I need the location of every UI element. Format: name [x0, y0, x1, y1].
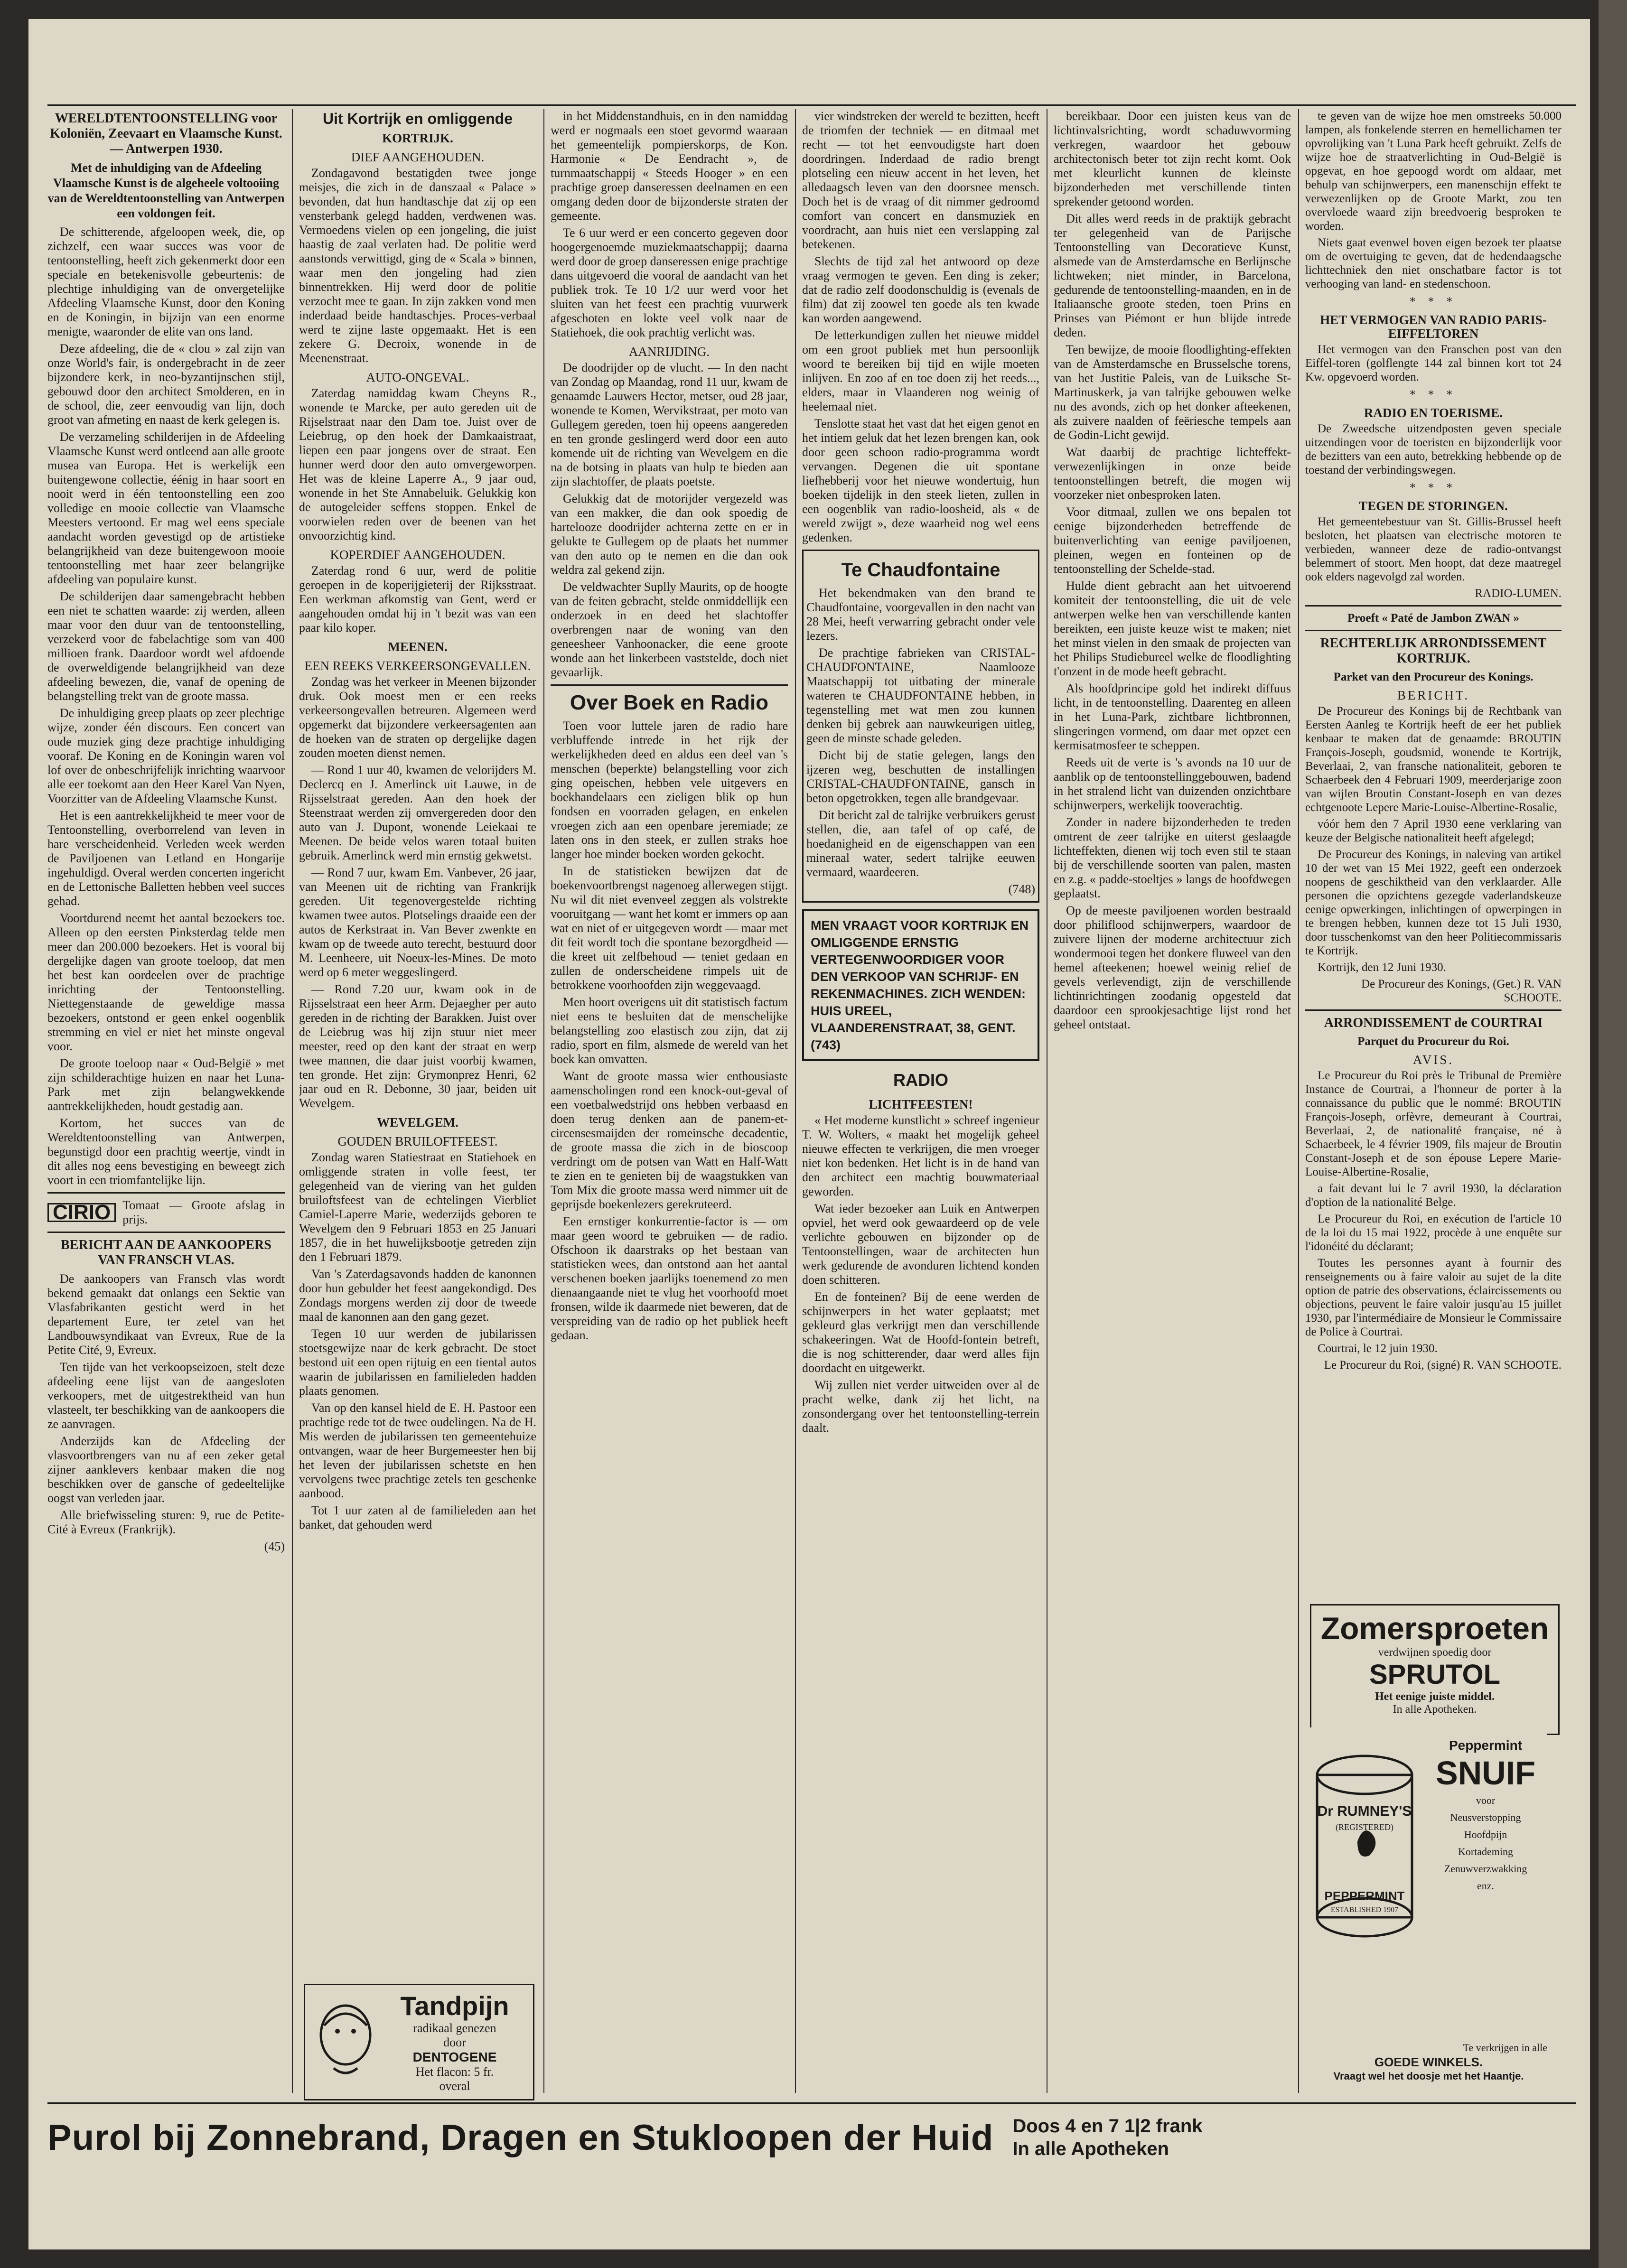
ad-number: (45): [264, 1540, 285, 1553]
column-rule: [1298, 109, 1299, 2093]
newspaper-page: [28, 19, 1590, 2249]
paragraph: « Het moderne kunstlicht » schreef ingenieur T. W. Wolters, « maakt het mogelijk geheel nieuwe effecten te verkrijgen, die men vroeger niet kon bedenken. Het licht is in de hand van den architect een machtig bouwmateriaal geworden.: [802, 1113, 1039, 1198]
paragraph: in het Middenstandhuis, en in den namiddag werd er nogmaals een stoet gevormd waaraan het gemeentelijk pompierskorps, de Kon. Harmonie « De Eendracht », de turnmaatschappij « Steeds Hooger » en een prachtige groep danseressen deelnamen en een omgang deden door de bijzonderste straten der gemeente.: [551, 109, 788, 223]
snuif-ad: [1310, 1727, 1547, 2093]
snuif-line: enz.: [1477, 1880, 1495, 1892]
snuif-text: [1424, 1737, 1547, 1895]
tandpijn-line: overal: [439, 2079, 470, 2093]
column-4: [802, 109, 1039, 2093]
paragraph: Niets gaat evenwel boven eigen bezoek ter plaatse om de overtuiging te geven, dat de hedendaagsche lichttechniek den niet onschatbare factor is tot verhooging van land- en stedenschoon.: [1305, 236, 1562, 290]
ad-number: (748): [1008, 882, 1035, 896]
paragraph: vóór hem den 7 April 1930 eene verklaring van keuze der Belgische nationaliteit heeft afgelegd;: [1305, 818, 1562, 844]
notice-sub: Parquet du Procureur du Roi.: [1357, 1035, 1509, 1048]
snuif-line: Te verkrijgen in alle: [1463, 2042, 1547, 2053]
tandpijn-line: door: [443, 2035, 466, 2049]
notice-signature: De Procureur des Konings, (Get.) R. VAN SCHOOTE.: [1361, 978, 1562, 1004]
top-rule: [47, 104, 1576, 106]
paragraph: Voortdurend neemt het aantal bezoekers toe. Alleen op den eersten Pinksterdag telde men meer dan 200.000 bezoekers. Het is vooral bij dergelijke dagen van groote toeloop, dat men het best kan oordeelen over de prachtige inrichting der Tentoonstelling. Niettegenstaande de geweldige massa bezoekers, ontstond er geen enkel oogenblik stremming en viel er niet het minste ongeval voor.: [47, 911, 285, 1053]
news-title: RADIO EN TOERISME.: [1364, 406, 1503, 420]
paragraph: En de fonteinen? Bij de eene werden de schijnwerpers in het water geplaatst; met gekleurd glas verkrijgt men dan verschillende schakeeringen. Wat de Hoofd-fontein betreft, die is nog schitterender, daar werd alles fijn doordacht en uitgewerkt.: [802, 1290, 1039, 1375]
sprutol-brand: SPRUTOL: [1369, 1659, 1501, 1690]
paragraph: Anderzijds kan de Afdeeling der vlasvoortbrengers van nu af een zeker getal zijner aanklevers kenbaar maken die nog beschikken over de gansche of gedeeltelijke oogst van verleden jaar.: [47, 1434, 285, 1505]
cirio-text: Tomaat — Groote afslag in prijs.: [122, 1198, 285, 1226]
purol-ad: [47, 2102, 1576, 2171]
town-head: WEVELGEM.: [377, 1115, 458, 1129]
paragraph: Toutes les personnes ayant à fournir des renseignements ou à faire valoir au sujet de la dite option de patrie des observations, éclaircissements ou objections, peuvent le faire valoir jusqu'au 15 juillet 1930, par l'intermédiaire de Monsieur le Commissaire de Police à Courtrai.: [1305, 1257, 1562, 1338]
divider: [1305, 1009, 1562, 1011]
town-head: MEENEN.: [388, 640, 448, 654]
expo-title: WERELDTENTOONSTELLING voor Koloniën, Zeevaart en Vlaamsche Kunst. — Antwerpen 1930.: [50, 111, 282, 156]
paragraph: Wij zullen niet verder uitweiden over al de pracht welke, dank zij het licht, na zonsondergang over het tentoonstelling-terrein daalt.: [802, 1378, 1039, 1435]
snuif-line: Zenuwverzwakking: [1444, 1863, 1527, 1875]
separator-stars: * * *: [1410, 388, 1457, 401]
snuif-footer: [1310, 2041, 1547, 2083]
paragraph: De doodrijder op de vlucht. — In den nacht van Zondag op Maandag, rond 11 uur, kwam de genaamde Lauwers Hector, metser, oud 28 jaar, wonende te Komen, Wervikstraat, per moto van Gullegem gereden, toen hij opeens aangereden en ten gronde geslingerd werd door een auto komende uit de richting van Wevelgem en die na de botsing in plaats van hulp te bieden aan zijn slachtoffer, de plaats poetste.: [551, 361, 788, 488]
paragraph: De aankoopers van Fransch vlas wordt bekend gemaakt dat onlangs een Sektie van Vlasfabrikanten gesticht werd in het departement Eure, ter zetel van het Landbouwsyndikaat van Evreux, Rue de la Petite Cité, 9, Evreux.: [47, 1272, 285, 1357]
paragraph: Het bekendmaken van den brand te Chaudfontaine, voorgevallen in den nacht van 28 Mei, heeft verwarring gebracht onder vele lezers.: [806, 586, 1035, 643]
notice-head: BERICHT.: [1397, 688, 1470, 702]
separator-stars: * * *: [1410, 295, 1457, 308]
paragraph: Ten tijde van het verkoopseizoen, stelt deze afdeeling eene lijst van de aangesloten verkoopers, met de uitgestrektheid van hun vlasteelt, ter beschikking van de aankoopers die ze aanvragen.: [47, 1360, 285, 1431]
paragraph: De Procureur des Konings, in naleving van artikel 10 der wet van 15 Mei 1922, geeft een onderzoek noopens de geschiktheid van den verklaarder. Alle personen die opzichtens gezegde vaderlandskeuze eenige opwerkingen, inlichtingen of opwerpingen in te brengen hebben, kunnen deze tot 15 Juli 1930, door tusschenkomst van den heer Politiecommissaris te Kortrijk.: [1305, 848, 1562, 957]
snuif-line: voor: [1476, 1794, 1496, 1806]
divider: [47, 1192, 285, 1194]
separator-stars: * * *: [1410, 481, 1457, 494]
paragraph: Op de meeste paviljoenen worden bestraald door philiflood schijnwerpers, waardoor de zuivere lijnen der moderne architectuur zich wondermooi tegen het donkere fluweel van den hemel afteekenen; hoewel weinig relief de gevels verlevendigt, zijn de verschillende lichtinrichtingen zoodanig opgesteld dat daardoor een sprookjesachtige lijst rond het geheel ontstaat.: [1054, 904, 1291, 1031]
snuif-tin-brand: Dr RUMNEY'S: [1317, 1803, 1412, 1819]
divider: [551, 684, 788, 686]
zomersproeten-ad: [1310, 1604, 1560, 1735]
radio-head: RADIO: [893, 1070, 948, 1090]
notice-signature: Le Procureur du Roi, (signé) R. VAN SCHOOTE.: [1324, 1359, 1562, 1372]
news-title: TEGEN DE STORINGEN.: [1359, 499, 1508, 513]
paragraph: vier windstreken der wereld te bezitten, heeft de triomfen der techniek — en ditmaal met recht — tot het eenvoudigste hart doen doordringen. Inderdaad de radio brengt plotseling een nieuw accent in het leven, het alledaagsch leven van den doorsnee mensch. Doch het is de vraag of dit nimmer gedroomd comfort van concert en dansmuziek en voordracht, aan huis niet een verslapping zal betekenen.: [802, 109, 1039, 251]
column-5: [1054, 109, 1291, 2093]
paragraph: De schilderijen daar samengebracht hebben een niet te schatten waarde: zij werden, alleen maar voor den duur van de tentoonstelling, verzekerd voor de fabelachtige som van 400 millioen frank. Daardoor wordt wel afdoende de overweldigende belangrijkheid van deze afdeeling bewezen, die, vanaf de opening de belangstelling trekt van de groote massa.: [47, 589, 285, 703]
zomersproeten-title: Zomersproeten: [1320, 1611, 1549, 1646]
paragraph: Reeds uit de verte is 's avonds na 10 uur de aanblik op de tentoonstellinggebouwen, badend in het stralend licht van duizenden onzichtbare schijnwerpers, werkelijk tooverachtig.: [1054, 756, 1291, 812]
paragraph: Het vermogen van den Franschen post van den Eiffel-toren (golflengte 144 zal binnen kort tot 24 Kw. opgevoerd worden.: [1305, 343, 1562, 383]
paragraph: De Zweedsche uitzendposten geven speciale uitzendingen voor de toeristen en bijzonderlijk voor de bezitters van een auto, betrekking hebbende op de toestand der verbindingswegen.: [1305, 422, 1562, 476]
paragraph: — Rond 7.20 uur, kwam ook in de Rijsselstraat een heer Arm. Dejaegher per auto gereden in de richting der Barakken. Juist over de Leiebrug was hij zijn stuur niet meer meester, reed op den kant der straat en werp twee mannen, die daar juist voorbij kwamen, ten gronde. Het zijn: Grymonprez Henri, 62 jaar oud en R. Debonne, 30 jaar, beiden uit Wevelgem.: [299, 982, 536, 1110]
radio-sub: LICHTFEESTEN!: [869, 1097, 973, 1111]
tandpijn-line: radikaal genezen: [413, 2021, 496, 2035]
paragraph: — Rond 1 uur 40, kwamen de velorijders M. Declercq en J. Amerlinck uit Lauwe, in de Rijsselstraat gereden. Aan den hoek der Steenstraat werden zij omvergereden door den auto van J. Dupont, wonende Leiekaai te Meenen. De beide velos waren totaal buiten gebruik. Amerlinck werd min ernstig gekwetst.: [299, 763, 536, 862]
snuif-line: GOEDE WINKELS.: [1374, 2055, 1483, 2069]
paragraph: Wat ieder bezoeker aan Luik en Antwerpen opviel, het werd ook gewaardeerd op de vele verlichte gebouwen en bijzonder op de Tentoonstellingen, waar de architecten hun werk gedurende de avonduren lichtend konden doen schitteren.: [802, 1202, 1039, 1287]
snuif-tin-year: ESTABLISHED 1907: [1330, 1906, 1399, 1914]
snuif-line: Peppermint: [1449, 1738, 1523, 1753]
column-rule: [795, 109, 796, 2093]
paragraph: Alle briefwisseling sturen: 9, rue de Petite-Cité à Evreux (Frankrijk).: [47, 1508, 285, 1536]
zomersproeten-line: In alle Apotheken.: [1393, 1703, 1477, 1716]
paragraph: In de statistieken bewijzen dat de boekenvoortbrengst nagenoeg allerwegen stijgt. Nu wil dit niet evenveel zeggen als volstrekte vooruitgang — want het komt er immers op aan wat en niet of er uitgegeven wordt — maar met dit feit wordt toch die spontane bezorgdheid — die kreet uit zelfbehoud — teniet gedaan en zullen de onderscheidene rimpels uit de betrokkene voorhoofden zijn weggevaagd.: [551, 864, 788, 992]
item-head: KOPERDIEF AANGEHOUDEN.: [330, 548, 505, 562]
divider: [47, 1232, 285, 1233]
cirio-brand: CIRIO: [47, 1203, 116, 1222]
snuif-tin-reg: (REGISTERED): [1336, 1822, 1393, 1832]
snuif-tin-name: PEPPERMINT: [1324, 1889, 1405, 1903]
notice-title: ARRONDISSEMENT de COURTRAI: [1324, 1016, 1543, 1030]
paragraph: te geven van de wijze hoe men omstreeks 50.000 lampen, als fonkelende sterren en hemellichamen ter opvrolijking van 't Luna Park heeft gebruikt. Zelfs de wijze hoe de straatverlichting in Oud-België is opgevat, en hoe gepoogd wordt om aldaar, met behulp van schijnwerpers, een manenschijn effekt te verwezenlijken op de Groote Markt, zou ten overvloede waard zijn breedvoerig besproken te worden.: [1305, 110, 1562, 233]
paragraph: Zondagavond bestatigden twee jonge meisjes, die zich in de danszaal « Palace » bevonden, dat hun handtaschje dat zij op een vensterbank gelegd hadden, verdwenen was. Vermoedens vielen op een jongeling, die juist haastig de zaal verlaten had. De politie werd aanstonds verwittigd, ging de « Scala » binnen, waar men den jongeling had zien binnentrekken. Hij werd door de politie verzocht mee te gaan. In zijn zakken vond men inderdaad beide handtaschjes. Proces-verbaal werd te zijne laste opgemaakt. Het is een zekere G. Decroix, wonende in de Meenenstraat.: [299, 166, 536, 365]
paragraph: De verzameling schilderijen in de Afdeeling Vlaamsche Kunst werd ontleend aan alle groote musea van Europa. Het is werkelijk een buitengewone collectie, éénig in haar soort en nooit werd in één tentoonstelling een zoo volledige en mooie collectie van Vlaamsche Meesters vertoond. Er mag wel eens speciale aandacht worden gevestigd op de artistieke belangrijkheid van deze buitengewoon mooie tentoonstelling met haar zeer belangrijke afdeeling van populaire kunst.: [47, 430, 285, 586]
paragraph: De inhuldiging greep plaats op zeer plechtige wijze, zonder één discours. Een concert van oude muziek ging deze prachtige inhuldiging vooraf. De Koning en de Koningin waren vol lof over de onbeschrijfelijk inrichting waarvoor alle eer toekomt aan den Heer Karel Van Nyen, Voorzitter van de Afdeeling Vlaamsche Kunst.: [47, 706, 285, 805]
purol-headline: Purol bij Zonnebrand, Dragen en Stukloopen der Huid: [47, 2117, 994, 2158]
paragraph: Het is een aantrekkelijkheid te meer voor de Tentoonstelling, overborrelend van leven in hare verscheidenheid. Verleden week werden de Paviljoenen van Letland en Hongarije ingehuldigd. Overal werden concerten ingericht en de Lettonische Balletten hebben veel succes gehad.: [47, 809, 285, 908]
tandpijn-title: Tandpijn: [400, 1991, 509, 2021]
paragraph: Tot 1 uur zaten al de familieleden aan het banket, dat gehouden werd: [299, 1503, 536, 1531]
paragraph: Kortom, het succes van de Wereldtentoonstelling van Antwerpen, begunstigd door een prachtig weertje, vindt in dit alles nog eens bevestiging en beweegt zich voort in een triomfantelijke lijn.: [47, 1116, 285, 1187]
paragraph: Tegen 10 uur werden de jubilarissen stoetsgewijze naar de kerk gebracht. De stoet bestond uit een open rijtuig en een tiental autos waarin de jubilarissen en familieleden hadden plaats genomen.: [299, 1327, 536, 1398]
tandpijn-price: Het flacon: 5 fr.: [415, 2065, 494, 2079]
zomersproeten-line: Het eenige juiste middel.: [1375, 1690, 1495, 1703]
paragraph: Voor ditmaal, zullen we ons bepalen tot eenige bijzonderheden betreffende de buitenverlichting van eenige paviljoenen, pleinen, wegen en fonteinen op de tentoonstelling der Schelde-stad.: [1054, 505, 1291, 576]
column-rule: [292, 109, 293, 2093]
paragraph: bereikbaar. Door een juisten keus van de lichtinvalsrichting, wordt schaduwvorming verkregen, waardoor het gebouw architectonisch beter tot zijn recht komt. Ook met kleurlicht kunnen de kleinste bijzonderheden met verschillende tinten sprekender getoond worden.: [1054, 109, 1291, 208]
paragraph: Ten bewijze, de mooie floodlighting-effekten van de Amsterdamsche en Brusselsche torens, van het Justitie Paleis, van de Luiksche St-Martinuskerk, ja van talrijke gebouwen welke nu des avonds, zich op het donker afteekenen, als zuivere naalden of feëriesche tempels aan de Godin-Licht gewijd.: [1054, 343, 1291, 442]
vertegenwoordiger-text: MEN VRAAGT VOOR KORTRIJK EN OMLIGGENDE ERNSTIG VERTEGENWOORDIGER VOOR DEN VERKOOP VAN SCHRIJF- EN REKENMACHINES. ZICH WENDEN: HUIS UREEL, VLAANDERENSTRAAT, 38, GENT.: [811, 918, 1029, 1035]
paragraph: Slechts de tijd zal het antwoord op deze vraag vermogen te geven. Een ding is zeker; dat de radio zelf doodonschuldig is (evenals de film) dat zij zoowel ten goede als ten kwade kan worden aangewend.: [802, 254, 1039, 325]
paragraph: Gelukkig dat de motorijder vergezeld was van een makker, die dan ook spoedig de hartelooze doodrijder achterna zette en er in gelukte te Gullegem op de plaats het nummer van den auto op te nemen en die dan ook weldra zal gekend zijn.: [551, 492, 788, 577]
pate-ad: Proeft « Paté de Jambon ZWAN »: [1347, 612, 1519, 625]
paragraph: Deze afdeeling, die de « clou » zal zijn van onze World's fair, is ondergebracht in de zeer bijzondere kerk, in neo-byzantijnschen stijl, gebouwd door den architect Smolderen, en in de school, die, zeer eenvoudig van lijn, doch groot van afmeting en naast de kerk gelegen is.: [47, 342, 285, 427]
divider: [1305, 605, 1562, 607]
town-head: KORTRIJK.: [382, 131, 453, 145]
paragraph: Zaterdag rond 6 uur, werd de politie geroepen in de koperijgieterij der Rijksstraat. Een werkman afkomstig van Gent, werd er aangehouden omdat hij in 't bezit was van een paar kilo koper.: [299, 564, 536, 635]
paragraph: Zondag waren Statiestraat en Statiehoek en omliggende straten in volle feest, ter gelegenheid van de viering van het gulden bruiloftsfeest van de echtelingen Vierbliet Camiel-Laperre Marie, wederzijds geboren te Wevelgem den 9 Februari 1853 en 25 Januari 1857, die in het huwelijksbootje getreden zijn den 1 Februari 1879.: [299, 1150, 536, 1264]
paragraph: — Rond 7 uur, kwam Em. Vanbever, 26 jaar, van Meenen uit de richting van Frankrijk gereden. Uit tegenovergestelde richting kwamen twee autos. Plotselings draaide een der autos de Kerkstraat in. Van Bever zwenkte en kwam op de tweede auto terecht, bestuurd door M. Leenheere, uit Noeux-les-Mines. De moto werd op 6 meter weggeslingerd.: [299, 866, 536, 979]
paragraph: Een ernstiger konkurrentie-factor is — om maar geen woord te gebruiken — de radio. Ofschoon ik daarstraks op het bestaan van statistieken wees, dan ontstond aan het aantal verschenen boeken jaarlijks toenemend zo men dienaangaande niet te vlug het voorhoofd moet fronsen, wilde ik daarmede niet beweren, dat de verspreiding van de radio op het publiek heeft gedaan.: [551, 1214, 788, 1342]
column-rule: [543, 109, 544, 2093]
paragraph: Tenslotte staat het vast dat het eigen genot en het intiem geluk dat het lezen brengen kan, ook door geen schoon radio-programma wordt vervangen. Degenen die uit spontane liefhebberij voor het nieuwe wondertuig, hun boeken tijdelijk in den steek lieten, zullen in een oogenblik van radio-loosheid, als « de wereld zwijgt », deze waarheid nog wel eens gedenken.: [802, 417, 1039, 544]
paragraph: Zonder in nadere bijzonderheden te treden omtrent de zeer talrijke en uiterst geslaagde lichteffekten, dienen wij toch even stil te staan bij de verschillende soorten van palen, masten en z.g. « padde-stoeltjes » langs de hoofdwegen geplaatst.: [1054, 815, 1291, 900]
paragraph: Le Procureur du Roi, en exécution de l'article 10 de la loi du 15 mai 1922, procède à une enquête sur l'idonéité du déclarant;: [1305, 1213, 1562, 1253]
ad-number: (743): [811, 1038, 841, 1052]
notice-title: RECHTERLIJK ARRONDISSEMENT KORTRIJK.: [1320, 636, 1547, 666]
purol-availability: In alle Apotheken: [1012, 2138, 1169, 2159]
paragraph: Zaterdag namiddag kwam Cheyns R., wonende te Marcke, per auto gereden uit de Rijselstraat naar den Dam toe. Juist over de Leiebrug, op den hoek der Damkaaistraat, liepen een paar jongens over de straat. Een hunner werd door den auto omvergeworpen. Het was de kleine Laperre A., 9 jaar oud, wonende in het Ste Annabeluik. Gelukkig kon de autogeleider seffens stoppen. Enkel de voorwielen reden over de beenen van het onvoorzichtig kind.: [299, 386, 536, 542]
expo-lead: Met de inhuldiging van de Afdeeling Vlaamsche Kunst is de algeheele voltooiing van de Wereldtentoonstelling van Antwerpen een voldongen feit.: [47, 161, 285, 220]
snuif-line: Neusverstopping: [1450, 1811, 1521, 1823]
boek-radio-title: Over Boek en Radio: [570, 691, 769, 714]
paragraph: Van op den kansel hield de E. H. Pastoor een prachtige rede tot de twee oudelingen. Na de H. Mis werden de jubilarissen ten gemeentehuize ontvangen, waar de heer Burgemeester hen bij het leven der jubilarissen schetste en hen vervolgens twee prachtige zetels ten geschenke aanbood.: [299, 1401, 536, 1500]
notice-sub: Parket van den Procureur des Konings.: [1333, 671, 1533, 683]
snuif-line: Vraagt wel het doosje met het Haantje.: [1333, 2070, 1524, 2082]
chaudfontaine-title: Te Chaudfontaine: [841, 560, 1001, 580]
purol-side: [1012, 2115, 1202, 2160]
column-1: [47, 109, 285, 2093]
paragraph: Men hoort overigens uit dit statistisch factum niet eens te besluiten dat de menschelijke belangstelling zoo elastisch zou zijn, dat zij radio, sport en film, alsmede de wereld van het boek kan omvatten.: [551, 995, 788, 1066]
paragraph: Dicht bij de statie gelegen, langs den ijzeren weg, beschutten de installingen CRISTAL-CHAUDFONTAINE, gansch in beton opgetrokken, tegen alle brandgevaar.: [806, 748, 1035, 805]
paragraph: Het gemeentebestuur van St. Gillis-Brussel heeft besloten, het plaatsen van electrische motoren te verbieden, wanneer deze de radio-ontvangst belemmert of stoort. Men hoopt, dat deze maatregel ook elders nagevolgd zal worden.: [1305, 515, 1562, 583]
paragraph: Zondag was het verkeer in Meenen bijzonder druk. Ook moest men er een reeks verkeersongevallen betreuren. Algemeen werd opgemerkt dat bijzondere verkeersagenten aan de hoeken van de straten op dergelijke dagen zouden moeten dienst nemen.: [299, 675, 536, 760]
column-3: [551, 109, 788, 2093]
face-illustration-icon: [310, 1997, 381, 2087]
snuif-tin-icon: [1310, 1746, 1419, 1946]
notice-head: AVIS.: [1412, 1053, 1454, 1067]
paragraph: Toen voor luttele jaren de radio hare verbluffende intrede in het rijk der werkelijkheden deed en aldus een deel van 's menschen (beperkte) belangstelling voor zich ging opeischen, hebben vele uitgevers en boekhandelaars een zieligen blik op hun fondsen en voorraden gelagen, en enkelen vroegen zich aan een openbare jeremiade; ze laten ons in den steek, er zullen straks hoe langer hoe minder boeken worden gekocht.: [551, 719, 788, 861]
kortrijk-title: Uit Kortrijk en omliggende: [322, 110, 513, 127]
vertegenwoordiger-ad: [802, 909, 1039, 1061]
snuif-line: Kortademing: [1458, 1846, 1514, 1857]
item-head: GOUDEN BRUILOFTFEEST.: [337, 1134, 498, 1148]
paragraph: De schitterende, afgeloopen week, die, op zichzelf, een waar succes was voor de tentoonstelling, heeft zich gekenmerkt door een speciale en betekenisvolle gebeurtenis: de plechtige inhuldiging van de onvergetelijke Afdeeling Vlaamsche Kunst, door den Koning en de Koningin, in bijzijn van een enorme menigte, waaronder de elite van ons land.: [47, 225, 285, 338]
paragraph: Kortrijk, den 12 Juni 1930.: [1318, 961, 1446, 974]
item-head: AUTO-ONGEVAL.: [366, 370, 469, 384]
cirio-ad: [47, 1198, 285, 1227]
paragraph: Courtrai, le 12 juin 1930.: [1318, 1342, 1438, 1355]
news-signature: RADIO-LUMEN.: [1475, 587, 1562, 600]
item-head: EEN REEKS VERKEERSONGEVALLEN.: [304, 659, 531, 673]
tandpijn-ad: [304, 1984, 534, 2100]
paragraph: De veldwachter Suplly Maurits, op de hoogte van de feiten gebracht, stelde onmiddellijk een onderzoek in en deed het slachtoffer overbrengen naar de woning van den geneesheer Vanhoonacker, die eene groote wonde aan het linkerbeen vaststelde, doch niet gevaarlijk.: [551, 580, 788, 679]
paragraph: Als hoofdprincipe gold het indirekt diffuus licht, in de tentoonstelling. Daarenteg en alleen in het Luna-Park, zichtbare lichtbronnen, slingeringen vormend, om daar met opzet een kermisatmosfeer te scheppen.: [1054, 681, 1291, 752]
snuif-title: SNUIF: [1436, 1755, 1535, 1792]
paragraph: Want de groote massa wier enthousiaste aamenscholingen rond een knock-out-geval of een voetbalwedstrijd ons hebben verbaasd en doen terug denken aan de panem-et-circensesmaijden der romeinsche decadentie, de groote massa die zich in de bioscoop verdringt om de potsen van Watt en Half-Watt te zien en te genieten bij de waagstukken van Tom Mix die groote massa werd nimmer uit de geprijsde boekenlezers gerekruteerd.: [551, 1069, 788, 1211]
snuif-tin: [1310, 1746, 1419, 2022]
paragraph: De prachtige fabrieken van CRISTAL-CHAUDFONTAINE, Naamlooze Maatschappij tot uitbating der minerale wateren te CHAUDFONTAINE hebben, in tegenstelling met wat men zou kunnen denken bij gebrek aan nauwkeurigen uitleg, geen de minste schade geleden.: [806, 646, 1035, 745]
paragraph: Van 's Zaterdagsavonds hadden de kanonnen door hun gebulder het feest aangekondigd. Des Zondags morgens werden zij door de tweede maal de kanonnen aan den gang gezet.: [299, 1267, 536, 1324]
paragraph: Wat daarbij de prachtige lichteffekt-verwezenlijkingen in onze beide tentoonstellingen betreft, die mogen wij voorzeker niet onbesproken laten.: [1054, 445, 1291, 502]
paragraph: Te 6 uur werd er een concerto gegeven door hoogergenoemde muziekmaatschappij; daarna werd door de groep danseressen enige prachtige dans uitgevoerd die vooral de aandacht van het publiek trok. Te 10 1/2 uur werd voor het sluiten van het feest een prachtig vuurwerk afgeschoten en lokte veel volk naar de Statiehoek, die ook prachtig verlicht was.: [551, 226, 788, 339]
purol-price: Doos 4 en 7 1|2 frank: [1012, 2116, 1203, 2137]
paragraph: Le Procureur du Roi près le Tribunal de Première Instance de Courtrai, a l'honneur de porter à la connaissance du public que le nommé: BROUTIN François-Joseph, orfèvre, demeurant à Courtrai, Beverlaai, 2, de nationalité française, né à Schaerbeek, le 4 février 1909, fils majeur de Broutin Constant-Joseph et de son épouse Lepere Marie-Louise-Albertine-Rosalie,: [1305, 1069, 1562, 1178]
chaudfontaine-box: [802, 550, 1039, 903]
item-head: DIEF AANGEHOUDEN.: [351, 150, 485, 164]
divider: [1305, 630, 1562, 631]
paragraph: Hulde dient gebracht aan het uitvoerend komiteit der tentoonstelling, die uit de vele antwerpen welke hen van verschillende kanten bereikten, een juiste keuze wist te maken; niet het minst vielen in den smaak de projecten van het Philips Studiebureel welke de floodlighting t'onzent in de mode heeft gebracht.: [1054, 579, 1291, 678]
column-2: [299, 109, 536, 2093]
paragraph: De groote toeloop naar « Oud-België » met zijn schilderachtige huizen en naar het Luna-Park met zijn belangwekkende aantrekkelijkheden, houdt gestadig aan.: [47, 1056, 285, 1113]
paragraph: Dit alles werd reeds in de praktijk gebracht ter gelegenheid van de Parijsche Tentoonstelling van Decoratieve Kunst, alsmede van de Amsterdamsche en Berlijnsche lichtweken; niet minder, in Barcelona, gedurende de tentoonstelling-maanden, en in de Italiaansche groote steden, toen Prins en Prinses van Piémont er hun blijde intrede deden.: [1054, 212, 1291, 339]
paragraph: Dit bericht zal de talrijke verbruikers gerust stellen, die, aan tafel of op café, de hoedanigheid en de eigenschappen van een mineraal water, sedert talrijke eeuwen vermaard, waardeeren.: [806, 808, 1035, 879]
item-head: AANRIJDING.: [628, 345, 710, 359]
paragraph: a fait devant lui le 7 avril 1930, la déclaration d'option de la nationalité Belge.: [1305, 1182, 1562, 1209]
snuif-line: Hoofdpijn: [1464, 1829, 1507, 1840]
tandpijn-brand: DENTOGENE: [412, 2050, 497, 2064]
paragraph: De letterkundigen zullen het nieuwe middel om een groot publiek met hun persoonlijk woord te bereiken bij tijd en wijle moeten inlijven. En zoo af en toe doen zij het reeds..., elders, maar in Vlaanderen nog weinig of heelemaal niet.: [802, 328, 1039, 413]
page-edge: [1599, 0, 1627, 2268]
vlas-title: BERICHT AAN DE AANKOOPERS VAN FRANSCH VLAS.: [61, 1238, 271, 1268]
paragraph: De Procureur des Konings bij de Rechtbank van Eersten Aanleg te Kortrijk heeft de eer het publiek kenbaar te maken dat de genaamde: BROUTIN François-Joseph, goudsmid, wonende te Kortrijk, Beverlaai, 2, van fransche nationaliteit, geboren te Schaerbeek den 4 Februari 1909, meerderjarige zoon van wijlen Broutin Constant-Joseph en van dezes echtgenoote Lepere Marie-Louise-Albertine-Rosalie,: [1305, 705, 1562, 814]
zomersproeten-line: verdwijnen spoedig door: [1378, 1646, 1492, 1659]
news-title: HET VERMOGEN VAN RADIO PARIS-EIFFELTOREN: [1320, 313, 1547, 341]
